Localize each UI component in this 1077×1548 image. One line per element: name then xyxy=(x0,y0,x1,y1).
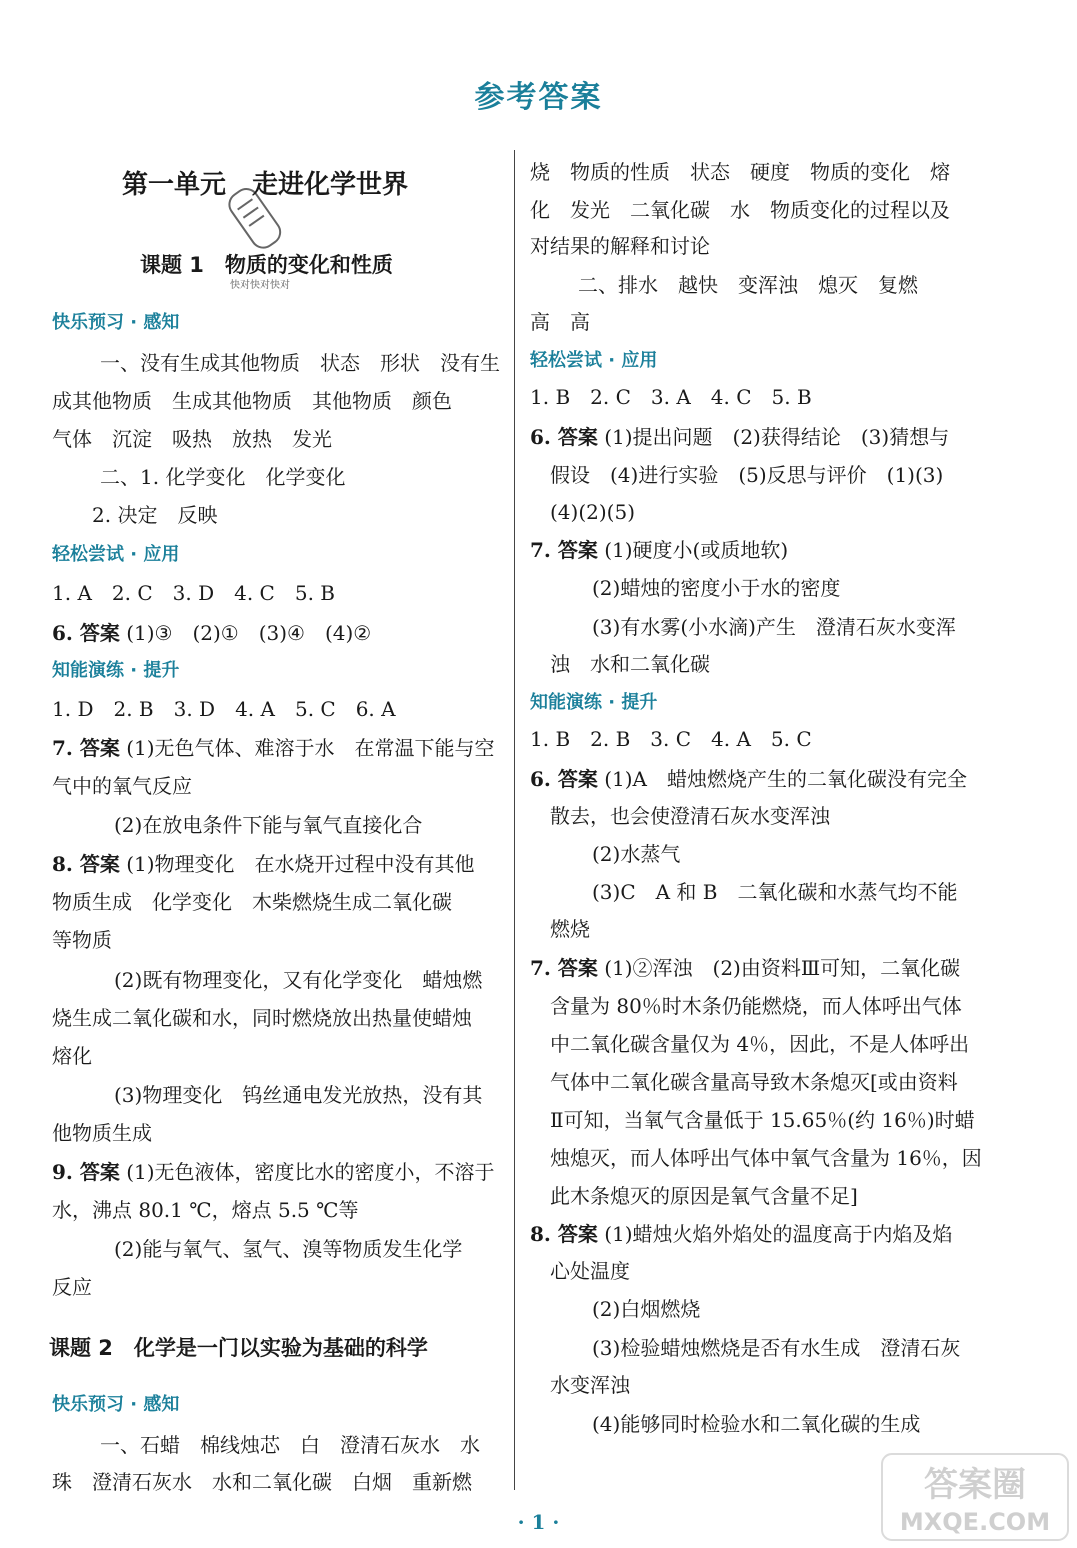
text-line: 含量为 80％时木条仍能燃烧，而人体呼出气体 xyxy=(550,994,962,1018)
answer-line: 1. D 2. B 3. D 4. A 5. C 6. A xyxy=(52,697,396,721)
text-line: 高 高 xyxy=(530,310,590,334)
text-line: 水变浑浊 xyxy=(550,1373,630,1397)
text-line: 烛熄灭，而人体呼出气体中氧气含量为 16％，因 xyxy=(550,1146,982,1170)
answer-number: 9. 答案 xyxy=(52,1160,120,1184)
text-line: 二、1. 化学变化 化学变化 xyxy=(100,465,346,489)
text-line: 化 发光 二氧化碳 水 物质变化的过程以及 xyxy=(530,198,950,222)
text-line: (2)能与氧气、氢气、溴等物质发生化学 xyxy=(114,1237,463,1261)
text-line: 燃烧 xyxy=(550,917,590,941)
text-line: 心处温度 xyxy=(550,1259,630,1283)
text-line: (3)检验蜡烛燃烧是否有水生成 澄清石灰 xyxy=(592,1336,961,1360)
text-line: 一、没有生成其他物质 状态 形状 没有生 xyxy=(100,351,500,375)
text-line: 散去，也会使澄清石灰水变浑浊 xyxy=(550,804,830,828)
answer-number: 6. 答案 xyxy=(530,425,598,449)
answer-line: 1. A 2. C 3. D 4. C 5. B xyxy=(52,581,335,605)
section-heading: 快乐预习 · 感知 xyxy=(52,312,180,333)
page-number: · 1 · xyxy=(517,1510,560,1534)
text-line: 中二氧化碳含量仅为 4％，因此，不是人体呼出 xyxy=(550,1032,970,1056)
answer-text: (1)②浑浊 (2)由资料Ⅲ可知，二氧化碳 xyxy=(604,956,961,980)
text-line: 物质生成 化学变化 木柴燃烧生成二氧化碳 xyxy=(52,890,452,914)
text-line: 2. 决定 反映 xyxy=(92,503,218,527)
unit-title: 第一单元 走进化学世界 xyxy=(122,170,409,200)
answer-text: (1)物理变化 在水烧开过程中没有其他 xyxy=(126,852,475,876)
text-line: 水，沸点 80.1 ℃，熔点 5.5 ℃等 xyxy=(52,1198,359,1222)
text-line: 他物质生成 xyxy=(52,1121,152,1145)
answer-text: (1)提出问题 (2)获得结论 (3)猜想与 xyxy=(604,425,950,449)
text-line: 珠 澄清石灰水 水和二氧化碳 白烟 重新燃 xyxy=(52,1470,472,1494)
text-line: 等物质 xyxy=(52,928,112,952)
text-line: 一、石蜡 棉线烛芯 白 澄清石灰水 水 xyxy=(100,1433,480,1457)
answer-number: 6. 答案 xyxy=(52,621,120,645)
text-line: (2)蜡烛的密度小于水的密度 xyxy=(592,576,841,600)
text-line: 烧生成二氧化碳和水，同时燃烧放出热量使蜡烛 xyxy=(52,1006,472,1030)
answer-number: 8. 答案 xyxy=(530,1222,598,1246)
answer-number: 7. 答案 xyxy=(530,956,598,980)
text-line: 反应 xyxy=(52,1275,92,1299)
text-line: (2)既有物理变化，又有化学变化 蜡烛燃 xyxy=(114,968,483,992)
section-heading: 快乐预习 · 感知 xyxy=(52,1394,180,1415)
watermark-text: 答案圈 xyxy=(924,1465,1026,1505)
text-line: 烧 物质的性质 状态 硬度 物质的变化 熔 xyxy=(530,160,950,184)
answer-text: (1)③ (2)① (3)④ (4)② xyxy=(126,621,372,645)
topic1-title: 课题 1 物质的变化和性质 xyxy=(140,253,393,277)
text-line: 气中的氧气反应 xyxy=(52,774,192,798)
text-line: (2)在放电条件下能与氧气直接化合 xyxy=(114,813,423,837)
column-divider xyxy=(514,150,515,1490)
text-line: 二、排水 越快 变浑浊 熄灭 复燃 xyxy=(578,273,918,297)
text-line: (2)白烟燃烧 xyxy=(592,1297,701,1321)
answer-number: 6. 答案 xyxy=(530,767,598,791)
text-line: (4)能够同时检验水和二氧化碳的生成 xyxy=(592,1412,921,1436)
section-heading: 知能演练 · 提升 xyxy=(52,660,180,681)
watermark-url: MXQE.COM xyxy=(899,1508,1051,1536)
text-line: (3)物理变化 钨丝通电发光放热，没有其 xyxy=(114,1083,483,1107)
answer-text: (1)无色气体、难溶于水 在常温下能与空 xyxy=(126,736,495,760)
text-line: (4)(2)(5) xyxy=(550,500,635,524)
text-line: (2)水蒸气 xyxy=(592,842,681,866)
text-line: 假设 (4)进行实验 (5)反思与评价 (1)(3) xyxy=(550,463,944,487)
answer-number: 7. 答案 xyxy=(530,538,598,562)
answer-line: 1. B 2. B 3. C 4. A 5. C xyxy=(530,727,812,751)
text-line: 气体中二氧化碳含量高导致木条熄灭[或由资料 xyxy=(550,1070,958,1094)
page-title: 参考答案 xyxy=(474,80,603,115)
answer-number: 8. 答案 xyxy=(52,852,120,876)
text-line: 气体 沉淀 吸热 放热 发光 xyxy=(52,427,332,451)
topic2-title: 课题 2 化学是一门以实验为基础的科学 xyxy=(49,1336,428,1360)
section-heading: 轻松尝试 · 应用 xyxy=(52,544,180,565)
section-heading: 知能演练 · 提升 xyxy=(530,692,658,713)
text-line: 成其他物质 生成其他物质 其他物质 颜色 xyxy=(52,389,452,413)
text-line: 此木条熄灭的原因是氧气含量不足] xyxy=(550,1184,858,1208)
text-line: Ⅱ可知，当氧气含量低于 15.65％(约 16％)时蜡 xyxy=(550,1108,975,1132)
text-line: 对结果的解释和讨论 xyxy=(530,234,710,258)
text-line: 浊 水和二氧化碳 xyxy=(550,652,710,676)
text-line: (3)C A 和 B 二氧化碳和水蒸气均不能 xyxy=(592,880,958,904)
answer-text: (1)硬度小(或质地软) xyxy=(604,538,789,562)
answer-text: (1)无色液体，密度比水的密度小，不溶于 xyxy=(126,1160,495,1184)
text-line: (3)有水雾(小水滴)产生 澄清石灰水变浑 xyxy=(592,615,956,639)
watermark-logo xyxy=(880,1452,1070,1542)
answer-number: 7. 答案 xyxy=(52,736,120,760)
text-line: 熔化 xyxy=(52,1044,92,1068)
section-heading: 轻松尝试 · 应用 xyxy=(530,350,658,371)
answer-text: (1)蜡烛火焰外焰处的温度高于内焰及焰 xyxy=(604,1222,953,1246)
answer-text: (1)A 蜡烛燃烧产生的二氧化碳没有完全 xyxy=(604,767,967,791)
answer-line: 1. B 2. C 3. A 4. C 5. B xyxy=(530,385,812,409)
stamp-note: 快对快对快对 xyxy=(230,280,290,291)
